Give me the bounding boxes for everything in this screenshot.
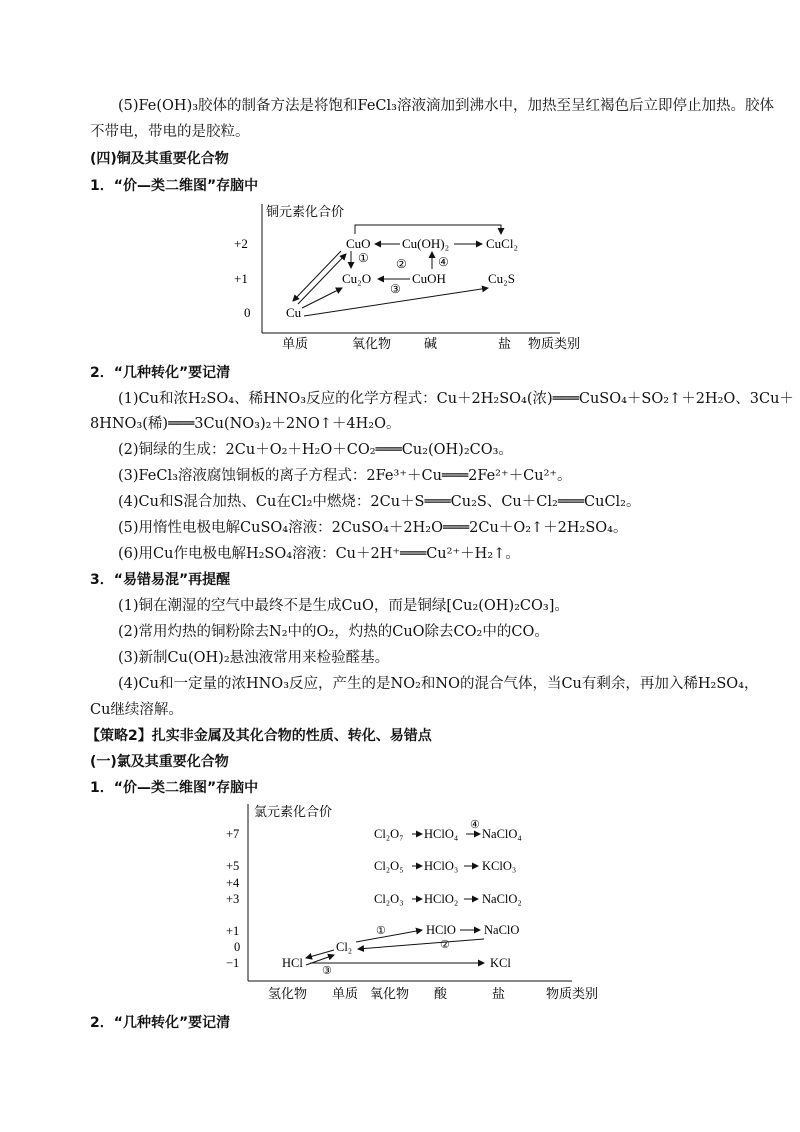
cl-species: NaClO: [484, 923, 520, 937]
cl-species: HClO₄: [424, 827, 459, 841]
cl-species: HClO₃: [424, 859, 459, 873]
cu-xtick: 盐: [498, 337, 512, 352]
mistake-line: (1)铜在潮湿的空气中最终不是生成CuO，而是铜绿[Cu₂(OH)₂CO₃]。: [118, 598, 569, 614]
conversion-line: (3)FeCl₃溶液腐蚀铜板的离子方程式：2Fe³⁺＋Cu═══2Fe²⁺＋Cu²⁺。: [118, 468, 572, 484]
heading-conversions: 2．“几种转化”要记清: [90, 365, 231, 381]
cl-ytick: −1: [226, 956, 240, 970]
cu-mark: ④: [438, 255, 449, 269]
heading-valence-diagram: 1．“价—类二维图”存脑中: [90, 780, 259, 796]
cl-ytick: +3: [226, 892, 240, 906]
mistake-line: (4)Cu和一定量的浓HNO₃反应，产生的是NO₂和NO的混合气体，当Cu有剩余，再加入稀H₂SO₄，: [118, 676, 759, 692]
cl-species: Cl₂O₇: [374, 827, 404, 841]
mistake-line: Cu继续溶解。: [90, 702, 183, 718]
cl-species: Cl₂O₃: [374, 892, 404, 906]
section-heading-copper: (四)铜及其重要化合物: [90, 151, 229, 167]
heading-valence-diagram: 1．“价—类二维图”存脑中: [90, 178, 259, 194]
cl-species: KClO₃: [482, 859, 517, 873]
cl-mark: ④: [470, 819, 480, 831]
cu-species: CuOH: [412, 271, 446, 286]
cu-ytick: +1: [234, 271, 248, 286]
heading-conversions: 2．“几种转化”要记清: [90, 1015, 231, 1031]
cu-xtick: 物质类别: [528, 337, 581, 352]
cl-xtick: 氧化物: [370, 987, 410, 1002]
cl-ytick: +4: [226, 876, 240, 890]
cu-species: CuO: [346, 236, 371, 251]
cl-species: NaClO₄: [482, 827, 522, 841]
strategy-title: 【策略2】扎实非金属及其化合物的性质、转化、易错点: [86, 728, 432, 744]
conversion-line: (2)铜绿的生成：2Cu＋O₂＋H₂O＋CO₂═══Cu₂(OH)₂CO₃。: [118, 442, 513, 458]
conversion-line: 8HNO₃(稀)═══3Cu(NO₃)₂＋2NO↑＋4H₂O。: [90, 416, 401, 432]
cl-axis-ylabel: 氯元素化合价: [254, 805, 333, 820]
cl-species: Cl₂: [336, 940, 353, 954]
cu-xtick: 单质: [282, 337, 309, 352]
cl-species: HCl: [282, 956, 303, 970]
conversion-line: (5)用惰性电极电解CuSO₄溶液：2CuSO₄＋2H₂O═══2Cu＋O₂↑＋2H₂SO₄。: [118, 520, 628, 536]
mistake-line: (3)新制Cu(OH)₂悬浊液常用来检验醛基。: [118, 650, 390, 666]
cu-ytick: +2: [234, 236, 248, 251]
cl-species: HClO₂: [424, 892, 459, 906]
cu-xtick: 碱: [424, 337, 438, 352]
cl-xtick: 单质: [332, 987, 359, 1002]
conversion-line: (4)Cu和S混合加热、Cu在Cl₂中燃烧：2Cu＋S═══Cu₂S、Cu＋Cl₂═══CuCl₂。: [118, 494, 641, 510]
cl-ytick: +1: [226, 924, 240, 938]
conversion-line: (6)用Cu作电极电解H₂SO₄溶液：Cu＋2H⁺═══Cu²⁺＋H₂↑。: [118, 546, 520, 562]
cu-xtick: 氧化物: [352, 337, 392, 352]
cl-xtick: 氢化物: [268, 987, 308, 1002]
cl-mark: ③: [322, 965, 332, 977]
cl-xtick: 盐: [492, 987, 506, 1002]
fe-colloid-line1: (5)Fe(OH)₃胶体的制备方法是将饱和FeCl₃溶液滴加到沸水中，加热至呈红褐色后立即停止加热。胶体: [118, 98, 774, 114]
cl-xtick: 酸: [434, 987, 448, 1002]
section-heading-chlorine: (一)氯及其重要化合物: [90, 754, 229, 770]
cl-ytick: 0: [234, 940, 241, 954]
cu-species: CuCl₂: [486, 236, 518, 251]
cl-species: NaClO₂: [482, 892, 522, 906]
conversion-line: (1)Cu和浓H₂SO₄、稀HNO₃反应的化学方程式：Cu＋2H₂SO₄(浓)═══CuSO₄＋SO₂↑＋2H₂O、3Cu＋: [118, 391, 794, 407]
heading-mistakes: 3．“易错易混”再提醒: [90, 572, 231, 588]
cu-ytick: 0: [244, 305, 251, 320]
cl-xtick: 物质类别: [546, 987, 599, 1002]
cu-species: Cu: [286, 305, 302, 320]
mistake-line: (2)常用灼热的铜粉除去N₂中的O₂，灼热的CuO除去CO₂中的CO。: [118, 624, 549, 640]
cl-species: HClO: [426, 923, 456, 937]
cl-species: Cl₂O₅: [374, 859, 404, 873]
cu-mark: ①: [358, 251, 369, 265]
chlorine-valence-diagram: [222, 798, 642, 1004]
cu-mark: ②: [396, 257, 407, 271]
cu-axis-ylabel: 铜元素化合价: [266, 205, 345, 220]
copper-valence-diagram: [230, 196, 610, 356]
cu-species: Cu₂O: [342, 271, 372, 286]
cl-ytick: +7: [226, 827, 240, 841]
fe-colloid-line2: 不带电，带电的是胶粒。: [90, 124, 250, 140]
cu-species: Cu₂S: [488, 271, 515, 286]
cl-ytick: +5: [226, 859, 240, 873]
cu-mark: ③: [390, 282, 401, 296]
cl-species: KCl: [490, 956, 511, 970]
cl-mark: ②: [440, 939, 450, 951]
cu-species: Cu(OH)₂: [402, 236, 450, 251]
cl-mark: ①: [376, 925, 386, 937]
